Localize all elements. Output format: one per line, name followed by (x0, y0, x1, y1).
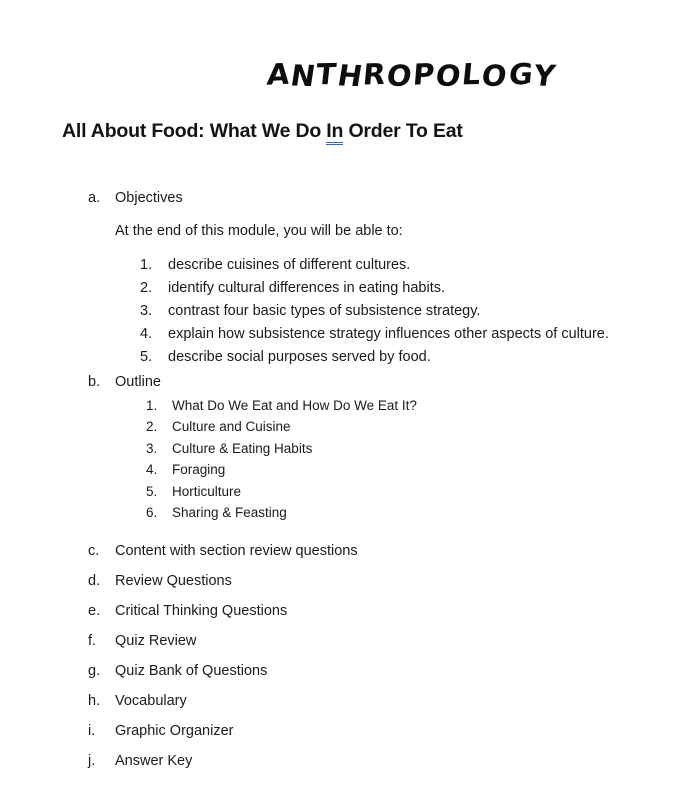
list-marker: 2. (146, 419, 158, 435)
outline-item (146, 438, 697, 460)
list-item-vocabulary (88, 691, 697, 711)
list-item-label: contrast four basic types of subsistence strategy. (168, 302, 481, 319)
list-item-quiz-review (88, 631, 697, 651)
list-item-label: Quiz Bank of Questions (115, 662, 268, 679)
list-marker: j. (88, 752, 96, 769)
heading-prefix: All About Food: What We Do (62, 120, 327, 142)
list-item-label: describe social purposes served by food. (168, 348, 431, 365)
list-marker: 3. (146, 440, 158, 456)
list-marker: d. (88, 572, 101, 589)
document-title (61, 58, 697, 92)
list-item-label: Culture & Eating Habits (172, 440, 313, 456)
outline-numbered-list (0, 395, 697, 524)
list-item-label: identify cultural differences in eating habits. (168, 279, 446, 296)
list-item-content (88, 541, 697, 561)
document-title-text: ANTHROPOLOGY (265, 56, 559, 94)
list-item-quiz-bank (88, 661, 697, 681)
list-marker: 3. (140, 302, 153, 319)
list-item-label: What Do We Eat and How Do We Eat It? (172, 397, 417, 413)
list-item-label: Horticulture (172, 483, 242, 499)
objective-item (140, 300, 697, 323)
list-item-label: Answer Key (115, 752, 193, 769)
list-marker: 1. (146, 397, 158, 413)
objectives-intro: At the end of this module, you will be able to: (115, 222, 403, 239)
list-marker: b. (88, 373, 101, 390)
list-marker: 5. (140, 348, 153, 365)
list-item-outline (88, 372, 697, 392)
list-item-answer-key (88, 751, 697, 771)
objective-item (140, 346, 697, 369)
outline-item (146, 481, 697, 503)
list-item-label: Graphic Organizer (115, 722, 234, 739)
list-item-label: Vocabulary (115, 692, 187, 709)
heading-suffix: Order To Eat (343, 120, 463, 142)
list-marker: 4. (140, 325, 153, 342)
list-item-review-questions (88, 571, 697, 591)
list-marker: g. (88, 662, 101, 679)
list-marker: c. (88, 542, 100, 559)
list-marker: e. (88, 602, 101, 619)
list-item-critical-thinking (88, 601, 697, 621)
document-heading (62, 118, 697, 145)
list-item-objectives (88, 188, 697, 208)
list-item-label: Content with section review questions (115, 542, 358, 559)
list-marker: i. (88, 722, 96, 739)
list-item-label: Critical Thinking Questions (115, 602, 288, 619)
grammar-underlined-word: In (326, 122, 343, 145)
list-item-label: describe cuisines of different cultures. (168, 256, 411, 273)
list-item-label: Objectives (115, 189, 183, 206)
list-marker: h. (88, 692, 101, 709)
objective-item (140, 323, 697, 346)
list-item-label: Review Questions (115, 572, 232, 589)
list-item-label: Outline (115, 373, 161, 390)
list-item-label: Sharing & Feasting (172, 505, 287, 521)
list-marker: 1. (140, 256, 153, 273)
list-marker: 4. (146, 462, 158, 478)
list-marker: 5. (146, 483, 158, 499)
list-item-graphic-organizer (88, 721, 697, 741)
list-item-label: explain how subsistence strategy influences other aspects of culture. (168, 325, 609, 342)
outline-item (146, 502, 697, 524)
list-marker: 2. (140, 279, 153, 296)
list-marker: 6. (146, 505, 158, 521)
objective-item (140, 254, 697, 277)
objectives-numbered-list (0, 254, 697, 369)
list-item-label: Culture and Cuisine (172, 419, 291, 435)
list-marker: f. (88, 632, 97, 649)
outline-item (146, 416, 697, 438)
list-item-label: Quiz Review (115, 632, 197, 649)
outline-item (146, 459, 697, 481)
list-item-label: Foraging (172, 462, 226, 478)
outline-item (146, 395, 697, 417)
list-marker: a. (88, 189, 101, 206)
objective-item (140, 277, 697, 300)
